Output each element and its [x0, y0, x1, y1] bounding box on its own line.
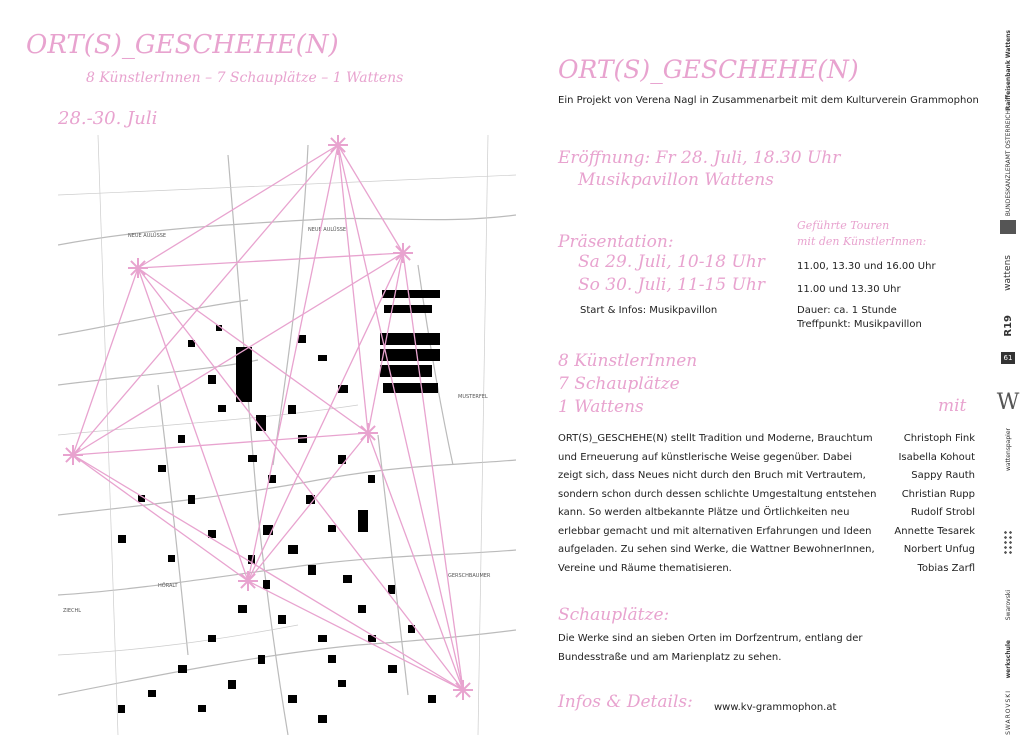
- site-marker: [453, 680, 473, 700]
- artist-name: Annette Tesarek: [894, 525, 975, 537]
- sponsor-logo: wattenspapier: [1004, 428, 1012, 472]
- artist-list: [880, 430, 975, 578]
- site-marker: [328, 135, 348, 155]
- artist-name: Christian Rupp: [901, 488, 975, 500]
- site-marker: [63, 445, 83, 465]
- tours-duration: Dauer: ca. 1 Stunde: [797, 305, 897, 316]
- presentation-info: Start & Infos: Musikpavillon: [580, 305, 718, 316]
- map-label: GERSCHBAUMER: [448, 573, 491, 579]
- sponsor-logo: SWAROVSKI: [1004, 690, 1012, 735]
- presentation-day-1: Sa 29. Juli, 10-18 Uhr: [578, 252, 765, 272]
- sponsor-logo: 61: [992, 352, 1024, 364]
- artist-name: Christoph Fink: [903, 433, 975, 444]
- tours-times-1: 11.00, 13.30 und 16.00 Uhr: [797, 261, 936, 272]
- sponsor-logo: Swarovski: [1004, 590, 1012, 621]
- presentation-heading: Präsentation:: [558, 232, 674, 252]
- town-map: [58, 135, 516, 735]
- artist-name: Tobias Zarfl: [917, 562, 975, 574]
- places-heading: Schauplätze:: [558, 605, 670, 625]
- tours-heading-line-1: Geführte Touren: [797, 219, 890, 232]
- left-subtitle: 8 KünstlerInnen – 7 Schauplätze – 1 Wattens: [86, 70, 404, 86]
- count-town: 1 Wattens: [558, 397, 644, 417]
- sponsor-logo-w: W: [996, 390, 1020, 415]
- opening-line-2: Musikpavillon Wattens: [578, 170, 774, 190]
- sponsor-logo: R19: [1002, 315, 1014, 337]
- site-marker: [238, 571, 258, 591]
- artist-name: Isabella Kohout: [898, 451, 975, 463]
- project-counts: [558, 350, 697, 419]
- opening-line-1: Eröffnung: Fr 28. Juli, 18.30 Uhr: [558, 148, 841, 168]
- sponsor-logo: BUNDESKANZLERAMT ÖSTERREICH: [1004, 110, 1012, 217]
- site-marker: [393, 243, 413, 263]
- presentation-day-2: So 30. Juli, 11-15 Uhr: [578, 275, 765, 295]
- map-label: NEUE AULÜSSE: [308, 227, 347, 233]
- map-background: [58, 135, 516, 735]
- tours-heading-line-2: mit den KünstlerInnen:: [797, 235, 927, 248]
- opening-info: [558, 147, 840, 191]
- map-label: MUSTERFEL: [458, 394, 488, 400]
- intro-text: Ein Projekt von Verena Nagl in Zusammenarbeit mit dem Kulturverein Grammophon: [558, 95, 979, 106]
- infos-heading: Infos & Details:: [558, 692, 693, 712]
- sponsor-logo: Raiffeisenbank Wattens: [1004, 30, 1012, 111]
- map-label: HÖRALT: [158, 583, 178, 589]
- artist-name: Norbert Unfug: [903, 544, 975, 555]
- tours-heading: [797, 218, 926, 250]
- map-label: ZIECHL: [63, 608, 82, 614]
- sponsor-strip: [992, 30, 1024, 745]
- artist-name: Rudolf Strobl: [910, 507, 975, 518]
- map-label: NEUE AULÜSSE: [128, 233, 167, 239]
- tours-meeting: Treffpunkt: Musikpavillon: [797, 319, 922, 330]
- site-marker: [128, 258, 148, 278]
- sponsor-logo-icon: [992, 530, 1024, 558]
- description: ORT(S)_GESCHEHE(N) stellt Tradition und Moderne, Brauchtum und Erneuerung auf künstlerische Weise gegenüber. Dabei zeigt sich, dass Neues nicht durch den Bruch mit Vertrautem, sondern schon durch dessen schlichte Umgestaltung entstehen kann. So werden altbekannte Plätze und Örtlichkeiten neu erlebbar gemacht und mit alternativen Erfahrungen und Ideen aufgeladen. Zu sehen sind Werke, die Wattner BewohnerInnen, Vereine und Räume thematisieren.: [558, 433, 877, 574]
- sponsor-logo-icon: [992, 220, 1024, 236]
- tours-times-2: 11.00 und 13.30 Uhr: [797, 284, 901, 295]
- mit-label: mit: [938, 396, 967, 416]
- left-date: 28.-30. Juli: [58, 108, 158, 129]
- sponsor-logo: wattens: [1003, 255, 1013, 291]
- artist-name: Sappy Rauth: [911, 470, 975, 481]
- sponsor-logo: werkschule: [1004, 640, 1012, 679]
- places-text: Die Werke sind an sieben Orten im Dorfzentrum, entlang der Bundesstraße und am Marienplatz zu sehen.: [558, 633, 863, 663]
- site-marker: [358, 423, 378, 443]
- right-title: ORT(S)_GESCHEHE(N): [558, 55, 859, 84]
- left-title: ORT(S)_GESCHEHE(N): [26, 30, 339, 60]
- count-artists: 8 KünstlerInnen: [558, 351, 698, 371]
- count-places: 7 Schauplätze: [558, 374, 680, 394]
- infos-url-link[interactable]: www.kv-grammophon.at: [714, 702, 837, 713]
